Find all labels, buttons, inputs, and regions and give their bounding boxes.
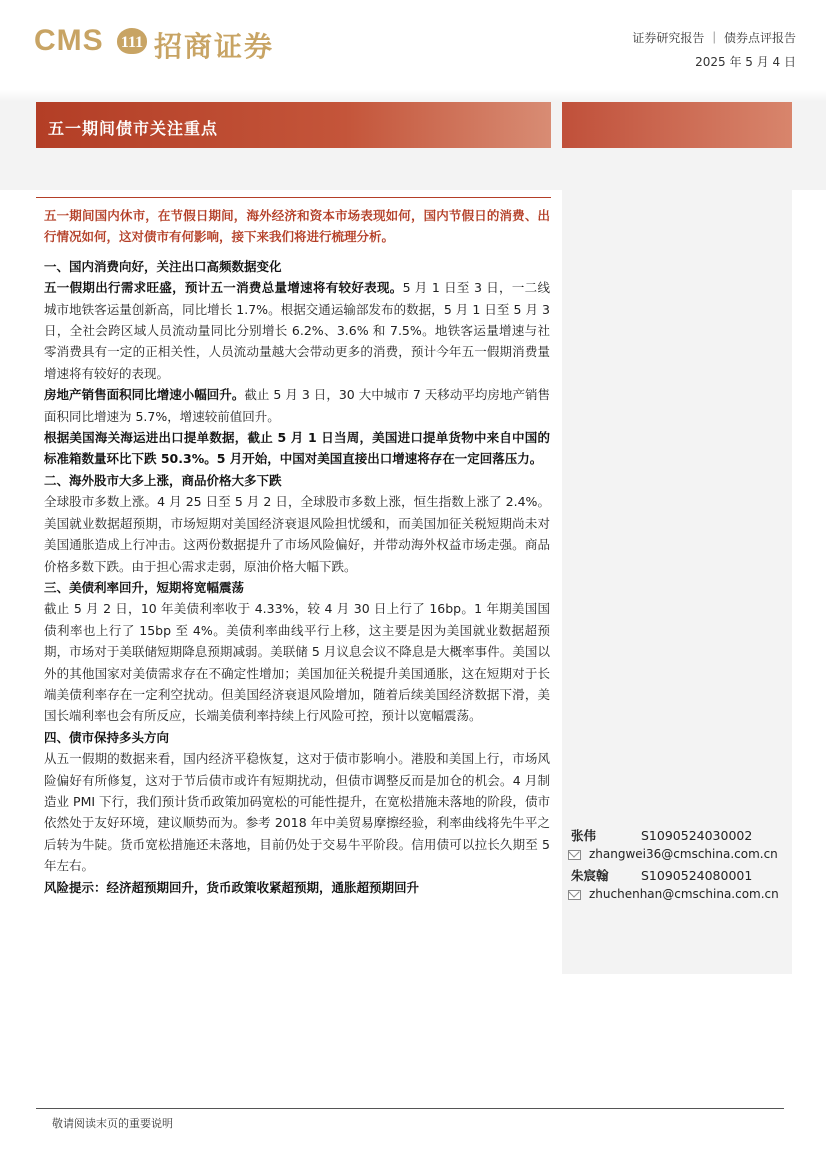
section-1-para-2-text: 截止 5 月 3 日，30 大中城市 7 天移动平均房地产销售面积同比增速为 5.7%，增速较前值回升。	[44, 387, 550, 424]
analyst-1-email[interactable]: zhangwei36@cmschina.com.cn	[589, 847, 778, 861]
section-1-para-1-text: 5 月 1 日至 3 日，一二线城市地铁客运量创新高，同比增长 1.7%。根据交通运输部发布的数据，5 月 1 日至 5 月 3 日，全社会跨区域人员流动量同比分别增长 6.2%、3.6% 和 7.5%。地铁客运量增速与社零消费具有一定的正相关性，人员流动量越大会带动更多的消费，预计今年五一假期消费量增速将有较好的表现。	[44, 280, 550, 381]
section-2-text: 全球股市多数上涨。4 月 25 日至 5 月 2 日，全球股市多数上涨，恒生指数上涨了 2.4%。美国就业数据超预期，市场短期对美国经济衰退风险担忧缓和，而美国加征关税短期尚未对美国通胀造成上行冲击。这两份数据提升了市场风险偏好，并带动海外权益市场走强。商品价格多数下跌。由于担心需求走弱，原油价格大幅下跌。	[44, 494, 550, 574]
section-1-para-1-bold: 五一假期出行需求旺盛，预计五一消费总量增速将有较好表现。	[44, 280, 403, 296]
analyst-2-email[interactable]: zhuchenhan@cmschina.com.cn	[589, 887, 779, 901]
brand-logo-badge-text: 111	[120, 34, 144, 51]
analyst-1	[571, 826, 752, 844]
section-1-para-1	[44, 277, 550, 384]
report-type: 证券研究报告 ｜ 债券点评报告	[632, 31, 796, 45]
analyst-2	[571, 866, 752, 884]
analyst-1-email-row	[568, 847, 778, 861]
section-4-heading: 四、债市保持多头方向	[44, 729, 170, 745]
section-1-heading: 一、国内消费向好，关注出口高频数据变化	[44, 258, 282, 274]
brand-logo-cn: 招商证券	[154, 30, 275, 63]
section-1-para-2-bold: 房地产销售面积同比增速小幅回升。	[44, 387, 245, 403]
section-3-heading: 三、美债利率回升，短期将宽幅震荡	[44, 579, 245, 595]
sidebar-header-bar	[562, 102, 792, 148]
brand-logo-icon	[117, 28, 147, 54]
section-1-para-2	[44, 384, 550, 427]
section-1-para-3: 根据美国海关海运进出口提单数据，截止 5 月 1 日当周，美国进口提单货物中来自中国的标准箱数量环比下跌 50.3%。5 月开始，中国对美国直接出口增速将存在一定回落压力。	[44, 430, 550, 467]
footer-divider	[36, 1108, 784, 1109]
mail-icon	[568, 850, 581, 860]
header-info	[632, 26, 796, 74]
risk-warning: 风险提示：经济超预期回升，货币政策收紧超预期，通胀超预期回升	[44, 879, 420, 895]
lead-paragraph: 五一期间国内休市，在节假日期间，海外经济和资本市场表现如何，国内节假日的消费、出行情况如何，这对债市有何影响，接下来我们将进行梳理分析。	[44, 208, 550, 245]
section-4-text: 从五一假期的数据来看，国内经济平稳恢复，这对于债市影响小。港股和美国上行，市场风险偏好有所修复，这对于节后债市或许有短期扰动，但债市调整反而是加仓的机会。4 月制造业 PMI 下行，我们预计货币政策加码宽松的可能性提升，在宽松措施未落地的阶段，债市依然处于友好环境，建议顺势而为。参考 2018 年中美贸易摩擦经验，利率曲线将先牛平之后转为牛陡。货币宽松措施还未落地，目前仍处于交易牛平阶段。信用债可以拉长久期至 5 年左右。	[44, 751, 550, 874]
analyst-2-name: 朱宸翰	[571, 868, 609, 883]
analyst-1-code: S1090524030002	[641, 828, 753, 843]
report-title: 五一期间债市关注重点	[48, 119, 219, 138]
footer-note: 敬请阅读末页的重要说明	[52, 1117, 173, 1130]
section-2-heading: 二、海外股市大多上涨，商品价格大多下跌	[44, 472, 282, 488]
report-date: 2025 年 5 月 4 日	[695, 55, 796, 69]
analyst-1-name: 张伟	[571, 828, 597, 843]
brand-logo-cms: CMS	[34, 24, 104, 57]
section-3-text: 截止 5 月 2 日，10 年美债利率收于 4.33%，较 4 月 30 日上行了 16bp。1 年期美国国债利率也上行了 15bp 至 4%。美债利率曲线平行上移，这主要是因为美国就业数据超预期，市场对于美联储短期降息预期减弱。美联储 5 月议息会议不降息是大概率事件。美国以外的其他国家对美债需求存在不确定性增加；美国加征关税提升美国通胀，这在短期对于长端美债利率存在一定利空扰动。但美国经济衰退风险增加，随着后续美国经济数据下滑，美国长端利率也会有所反应，长端美债利率持续上行风险可控，预计以宽幅震荡。	[44, 601, 550, 724]
mail-icon	[568, 890, 581, 900]
report-body	[44, 205, 550, 898]
analyst-2-email-row	[568, 887, 779, 901]
title-divider	[36, 197, 551, 198]
analyst-2-code: S1090524080001	[641, 868, 753, 883]
